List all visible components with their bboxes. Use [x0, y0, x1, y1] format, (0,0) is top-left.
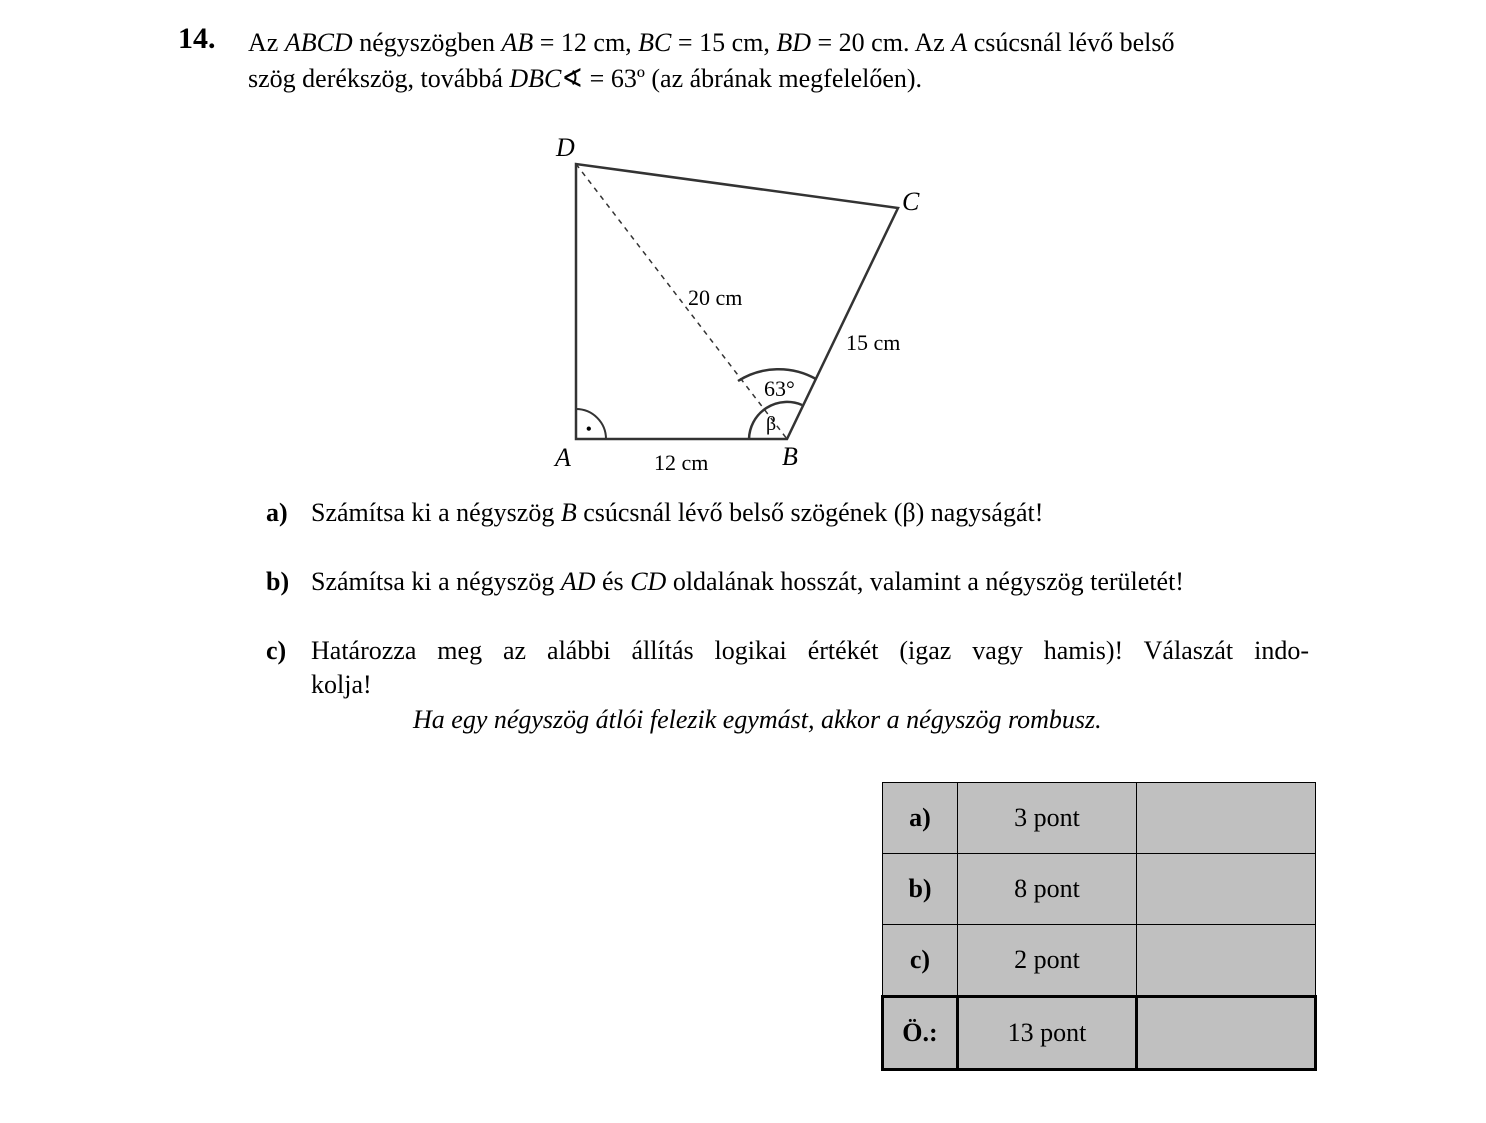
question-c-line-2: kolja!: [311, 670, 372, 699]
ab-length-label: 12 cm: [654, 450, 709, 475]
score-part: b): [883, 854, 958, 925]
intro-text: Az: [248, 28, 285, 57]
problem-intro-line-2: [248, 62, 922, 96]
question-c-line-1: Határozza meg az alábbi állítás logikai értékét (igaz vagy hamis)! Válaszát indo-: [311, 636, 1309, 665]
question-text: és: [595, 567, 631, 596]
question-a-text: [311, 496, 1043, 530]
question-b-label: b): [266, 567, 290, 596]
question-a: [266, 496, 288, 530]
question-c-statement: Ha egy négyszög átlói felezik egymást, akkor a négyszög rombusz.: [413, 705, 1102, 734]
intro-dbc: DBC: [509, 64, 562, 93]
bd-length-label: 20 cm: [688, 285, 743, 310]
intro-text: négyszögben: [352, 28, 502, 57]
angle-beta-label: β: [766, 413, 777, 435]
question-c: [266, 634, 286, 668]
score-table: [881, 782, 1317, 1071]
total-earned-cell: [1137, 997, 1316, 1070]
question-ad: AD: [560, 567, 596, 596]
score-points: 2 pont: [958, 925, 1137, 997]
table-row: [883, 925, 1316, 997]
score-earned-cell: [1137, 925, 1316, 997]
question-a-label: a): [266, 498, 288, 527]
question-text: csúcsnál lévő belső szögének (β) nagyságát!: [576, 498, 1044, 527]
vertex-d-label: D: [556, 133, 575, 162]
score-points: 3 pont: [958, 783, 1137, 854]
table-row: [883, 783, 1316, 854]
intro-text: csúcsnál lévő belső: [967, 28, 1175, 57]
intro-ab: AB: [501, 28, 534, 57]
right-angle-dot: •: [586, 421, 592, 438]
total-label: Ö.:: [883, 997, 958, 1070]
score-points: 8 pont: [958, 854, 1137, 925]
question-text: oldalának hosszát, valamint a négyszög területét!: [666, 567, 1184, 596]
score-earned-cell: [1137, 854, 1316, 925]
question-cd: CD: [630, 567, 667, 596]
quadrilateral-figure: [540, 128, 940, 478]
intro-text: = 63º (az ábrának megfelelően).: [583, 64, 923, 93]
question-b-text: [311, 565, 1184, 599]
intro-bd-value: = 20 cm. Az: [811, 28, 952, 57]
angle-symbol: ∢: [561, 64, 584, 93]
intro-bc: BC: [638, 28, 672, 57]
question-c-label: c): [266, 636, 287, 665]
question-text: Számítsa ki a négyszög: [311, 498, 561, 527]
intro-bd: BD: [776, 28, 812, 57]
table-row: [883, 854, 1316, 925]
bc-length-label: 15 cm: [846, 330, 901, 355]
total-points: 13 pont: [958, 997, 1137, 1070]
intro-bc-value: = 15 cm,: [671, 28, 777, 57]
vertex-b-label: B: [782, 442, 798, 471]
vertex-c-label: C: [902, 187, 920, 216]
score-part: a): [883, 783, 958, 854]
question-text: Számítsa ki a négyszög: [311, 567, 561, 596]
intro-text: szög derékszög, továbbá: [248, 64, 510, 93]
vertex-a-label: A: [555, 443, 571, 472]
intro-ab-value: = 12 cm,: [533, 28, 639, 57]
problem-intro-line-1: [248, 26, 1174, 60]
score-part: c): [883, 925, 958, 997]
angle-63-label: 63°: [764, 376, 795, 401]
problem-number: 14.: [178, 22, 216, 55]
intro-a: A: [951, 28, 968, 57]
question-b-vertex: B: [560, 498, 577, 527]
total-row: [883, 997, 1316, 1070]
intro-quad: ABCD: [284, 28, 353, 57]
diagonal-bd: [576, 164, 787, 439]
question-b: [266, 565, 289, 599]
score-earned-cell: [1137, 783, 1316, 854]
